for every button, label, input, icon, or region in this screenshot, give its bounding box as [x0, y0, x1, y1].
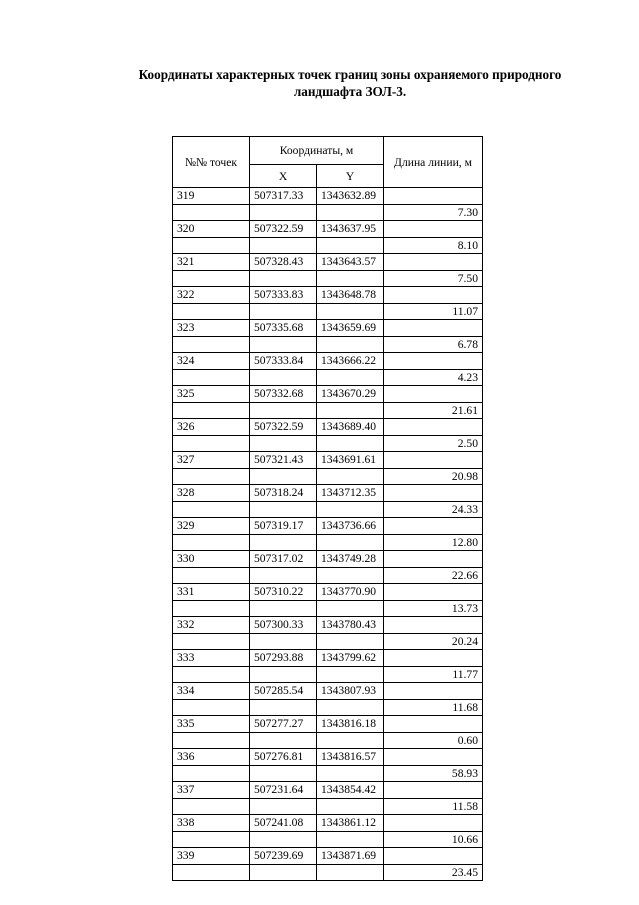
point-number-cell: 319 — [173, 188, 250, 205]
table-row-point — [173, 353, 483, 370]
y-coordinate-cell: 1343691.61 — [317, 452, 384, 469]
y-coordinate-cell: 1343861.12 — [317, 815, 384, 832]
empty-cell — [384, 815, 483, 832]
empty-cell — [250, 336, 317, 353]
empty-cell — [250, 666, 317, 683]
x-coordinate-cell: 507239.69 — [250, 848, 317, 865]
empty-cell — [250, 435, 317, 452]
table-row-length — [173, 501, 483, 518]
x-coordinate-cell: 507322.59 — [250, 221, 317, 238]
y-coordinate-cell: 1343670.29 — [317, 386, 384, 403]
point-number-cell: 322 — [173, 287, 250, 304]
empty-cell — [173, 369, 250, 386]
point-number-cell: 339 — [173, 848, 250, 865]
empty-cell — [173, 237, 250, 254]
empty-cell — [384, 584, 483, 601]
x-coordinate-cell: 507276.81 — [250, 749, 317, 766]
table-row-length — [173, 765, 483, 782]
y-coordinate-cell: 1343666.22 — [317, 353, 384, 370]
empty-cell — [317, 336, 384, 353]
point-number-cell: 332 — [173, 617, 250, 634]
y-coordinate-cell: 1343816.18 — [317, 716, 384, 733]
empty-cell — [173, 468, 250, 485]
y-coordinate-cell: 1343871.69 — [317, 848, 384, 865]
empty-cell — [250, 567, 317, 584]
empty-cell — [384, 683, 483, 700]
empty-cell — [250, 534, 317, 551]
empty-cell — [384, 419, 483, 436]
line-length-cell: 10.66 — [384, 831, 483, 848]
point-number-cell: 337 — [173, 782, 250, 799]
line-length-cell: 11.68 — [384, 699, 483, 716]
line-length-cell: 22.66 — [384, 567, 483, 584]
empty-cell — [250, 732, 317, 749]
document-title — [100, 66, 600, 100]
line-length-cell: 24.33 — [384, 501, 483, 518]
empty-cell — [173, 633, 250, 650]
empty-cell — [250, 303, 317, 320]
header-x: X — [250, 165, 317, 188]
empty-cell — [384, 287, 483, 304]
line-length-cell: 11.58 — [384, 798, 483, 815]
empty-cell — [317, 567, 384, 584]
empty-cell — [173, 435, 250, 452]
empty-cell — [250, 831, 317, 848]
x-coordinate-cell: 507322.59 — [250, 419, 317, 436]
y-coordinate-cell: 1343799.62 — [317, 650, 384, 667]
empty-cell — [173, 600, 250, 617]
empty-cell — [317, 699, 384, 716]
empty-cell — [317, 303, 384, 320]
y-coordinate-cell: 1343643.57 — [317, 254, 384, 271]
table-row-length — [173, 633, 483, 650]
table-row-point — [173, 617, 483, 634]
table-row-length — [173, 831, 483, 848]
x-coordinate-cell: 507310.22 — [250, 584, 317, 601]
point-number-cell: 321 — [173, 254, 250, 271]
empty-cell — [317, 435, 384, 452]
x-coordinate-cell: 507277.27 — [250, 716, 317, 733]
header-y: Y — [317, 165, 384, 188]
table-row-point — [173, 848, 483, 865]
line-length-cell: 11.07 — [384, 303, 483, 320]
empty-cell — [317, 600, 384, 617]
empty-cell — [173, 666, 250, 683]
point-number-cell: 327 — [173, 452, 250, 469]
table-row-point — [173, 650, 483, 667]
table-row-length — [173, 666, 483, 683]
y-coordinate-cell: 1343648.78 — [317, 287, 384, 304]
empty-cell — [173, 270, 250, 287]
line-length-cell: 7.50 — [384, 270, 483, 287]
line-length-cell: 23.45 — [384, 864, 483, 881]
empty-cell — [317, 633, 384, 650]
header-point-number: №№ точек — [173, 137, 250, 188]
empty-cell — [384, 254, 483, 271]
empty-cell — [173, 336, 250, 353]
table-row-length — [173, 732, 483, 749]
x-coordinate-cell: 507318.24 — [250, 485, 317, 502]
empty-cell — [384, 848, 483, 865]
empty-cell — [317, 666, 384, 683]
y-coordinate-cell: 1343689.40 — [317, 419, 384, 436]
table-row-point — [173, 386, 483, 403]
table-row-point — [173, 683, 483, 700]
line-length-cell: 2.50 — [384, 435, 483, 452]
table-row-point — [173, 287, 483, 304]
table-row-point — [173, 320, 483, 337]
point-number-cell: 323 — [173, 320, 250, 337]
empty-cell — [250, 600, 317, 617]
table-row-point — [173, 221, 483, 238]
title-line-2: ландшафта ЗОЛ-3. — [293, 84, 407, 99]
table-row-length — [173, 402, 483, 419]
empty-cell — [173, 732, 250, 749]
empty-cell — [173, 864, 250, 881]
header-coordinates: Координаты, м — [250, 137, 384, 165]
empty-cell — [384, 386, 483, 403]
empty-cell — [384, 221, 483, 238]
empty-cell — [250, 864, 317, 881]
empty-cell — [384, 716, 483, 733]
table-row-length — [173, 699, 483, 716]
empty-cell — [250, 204, 317, 221]
table-row-length — [173, 468, 483, 485]
table-row-point — [173, 782, 483, 799]
empty-cell — [384, 353, 483, 370]
table-row-point — [173, 815, 483, 832]
empty-cell — [250, 270, 317, 287]
line-length-cell: 20.98 — [384, 468, 483, 485]
table-row-length — [173, 204, 483, 221]
line-length-cell: 7.30 — [384, 204, 483, 221]
empty-cell — [250, 402, 317, 419]
point-number-cell: 338 — [173, 815, 250, 832]
empty-cell — [250, 501, 317, 518]
point-number-cell: 331 — [173, 584, 250, 601]
point-number-cell: 328 — [173, 485, 250, 502]
empty-cell — [317, 402, 384, 419]
empty-cell — [173, 204, 250, 221]
empty-cell — [317, 204, 384, 221]
empty-cell — [384, 485, 483, 502]
empty-cell — [317, 468, 384, 485]
empty-cell — [384, 617, 483, 634]
y-coordinate-cell: 1343780.43 — [317, 617, 384, 634]
point-number-cell: 320 — [173, 221, 250, 238]
table-row-length — [173, 534, 483, 551]
empty-cell — [317, 765, 384, 782]
line-length-cell: 11.77 — [384, 666, 483, 683]
x-coordinate-cell: 507333.84 — [250, 353, 317, 370]
table-row-length — [173, 270, 483, 287]
x-coordinate-cell: 507335.68 — [250, 320, 317, 337]
y-coordinate-cell: 1343659.69 — [317, 320, 384, 337]
empty-cell — [173, 798, 250, 815]
y-coordinate-cell: 1343807.93 — [317, 683, 384, 700]
line-length-cell: 21.61 — [384, 402, 483, 419]
empty-cell — [250, 699, 317, 716]
empty-cell — [384, 650, 483, 667]
empty-cell — [250, 369, 317, 386]
empty-cell — [384, 782, 483, 799]
empty-cell — [384, 452, 483, 469]
empty-cell — [384, 551, 483, 568]
empty-cell — [173, 765, 250, 782]
table-row-point — [173, 188, 483, 205]
empty-cell — [173, 402, 250, 419]
empty-cell — [250, 468, 317, 485]
empty-cell — [384, 518, 483, 535]
x-coordinate-cell: 507332.68 — [250, 386, 317, 403]
title-line-1: Координаты характерных точек границ зоны охраняемого природного — [138, 67, 562, 82]
y-coordinate-cell: 1343637.95 — [317, 221, 384, 238]
x-coordinate-cell: 507241.08 — [250, 815, 317, 832]
point-number-cell: 329 — [173, 518, 250, 535]
empty-cell — [173, 699, 250, 716]
table-row-length — [173, 303, 483, 320]
x-coordinate-cell: 507300.33 — [250, 617, 317, 634]
table-row-length — [173, 600, 483, 617]
x-coordinate-cell: 507333.83 — [250, 287, 317, 304]
table-row-point — [173, 485, 483, 502]
line-length-cell: 20.24 — [384, 633, 483, 650]
table-row-length — [173, 567, 483, 584]
x-coordinate-cell: 507231.64 — [250, 782, 317, 799]
table-row-point — [173, 452, 483, 469]
table-row-length — [173, 864, 483, 881]
y-coordinate-cell: 1343770.90 — [317, 584, 384, 601]
x-coordinate-cell: 507317.02 — [250, 551, 317, 568]
point-number-cell: 324 — [173, 353, 250, 370]
header-line-length: Длина линии, м — [384, 137, 483, 188]
empty-cell — [317, 534, 384, 551]
table-row-length — [173, 798, 483, 815]
point-number-cell: 325 — [173, 386, 250, 403]
empty-cell — [384, 188, 483, 205]
empty-cell — [317, 237, 384, 254]
point-number-cell: 326 — [173, 419, 250, 436]
point-number-cell: 333 — [173, 650, 250, 667]
x-coordinate-cell: 507285.54 — [250, 683, 317, 700]
table-row-length — [173, 435, 483, 452]
empty-cell — [250, 798, 317, 815]
empty-cell — [173, 501, 250, 518]
empty-cell — [317, 732, 384, 749]
line-length-cell: 0.60 — [384, 732, 483, 749]
table-row-point — [173, 716, 483, 733]
y-coordinate-cell: 1343632.89 — [317, 188, 384, 205]
empty-cell — [317, 798, 384, 815]
table-row-point — [173, 749, 483, 766]
table-row-point — [173, 551, 483, 568]
y-coordinate-cell: 1343854.42 — [317, 782, 384, 799]
line-length-cell: 4.23 — [384, 369, 483, 386]
line-length-cell: 13.73 — [384, 600, 483, 617]
empty-cell — [384, 749, 483, 766]
x-coordinate-cell: 507293.88 — [250, 650, 317, 667]
table-row-length — [173, 369, 483, 386]
table-row-point — [173, 254, 483, 271]
table-row-length — [173, 336, 483, 353]
x-coordinate-cell: 507317.33 — [250, 188, 317, 205]
line-length-cell: 6.78 — [384, 336, 483, 353]
y-coordinate-cell: 1343712.35 — [317, 485, 384, 502]
table-body — [173, 188, 483, 881]
empty-cell — [317, 831, 384, 848]
empty-cell — [384, 320, 483, 337]
empty-cell — [173, 567, 250, 584]
empty-cell — [250, 633, 317, 650]
empty-cell — [173, 534, 250, 551]
point-number-cell: 336 — [173, 749, 250, 766]
y-coordinate-cell: 1343816.57 — [317, 749, 384, 766]
line-length-cell: 8.10 — [384, 237, 483, 254]
y-coordinate-cell: 1343736.66 — [317, 518, 384, 535]
x-coordinate-cell: 507328.43 — [250, 254, 317, 271]
x-coordinate-cell: 507321.43 — [250, 452, 317, 469]
y-coordinate-cell: 1343749.28 — [317, 551, 384, 568]
empty-cell — [250, 237, 317, 254]
empty-cell — [317, 501, 384, 518]
table-row-point — [173, 584, 483, 601]
line-length-cell: 58.93 — [384, 765, 483, 782]
empty-cell — [250, 765, 317, 782]
line-length-cell: 12.80 — [384, 534, 483, 551]
x-coordinate-cell: 507319.17 — [250, 518, 317, 535]
point-number-cell: 335 — [173, 716, 250, 733]
coordinates-table — [172, 136, 483, 881]
empty-cell — [173, 303, 250, 320]
empty-cell — [317, 369, 384, 386]
empty-cell — [317, 864, 384, 881]
empty-cell — [173, 831, 250, 848]
point-number-cell: 334 — [173, 683, 250, 700]
table-row-length — [173, 237, 483, 254]
table-row-point — [173, 419, 483, 436]
point-number-cell: 330 — [173, 551, 250, 568]
empty-cell — [317, 270, 384, 287]
table-row-point — [173, 518, 483, 535]
